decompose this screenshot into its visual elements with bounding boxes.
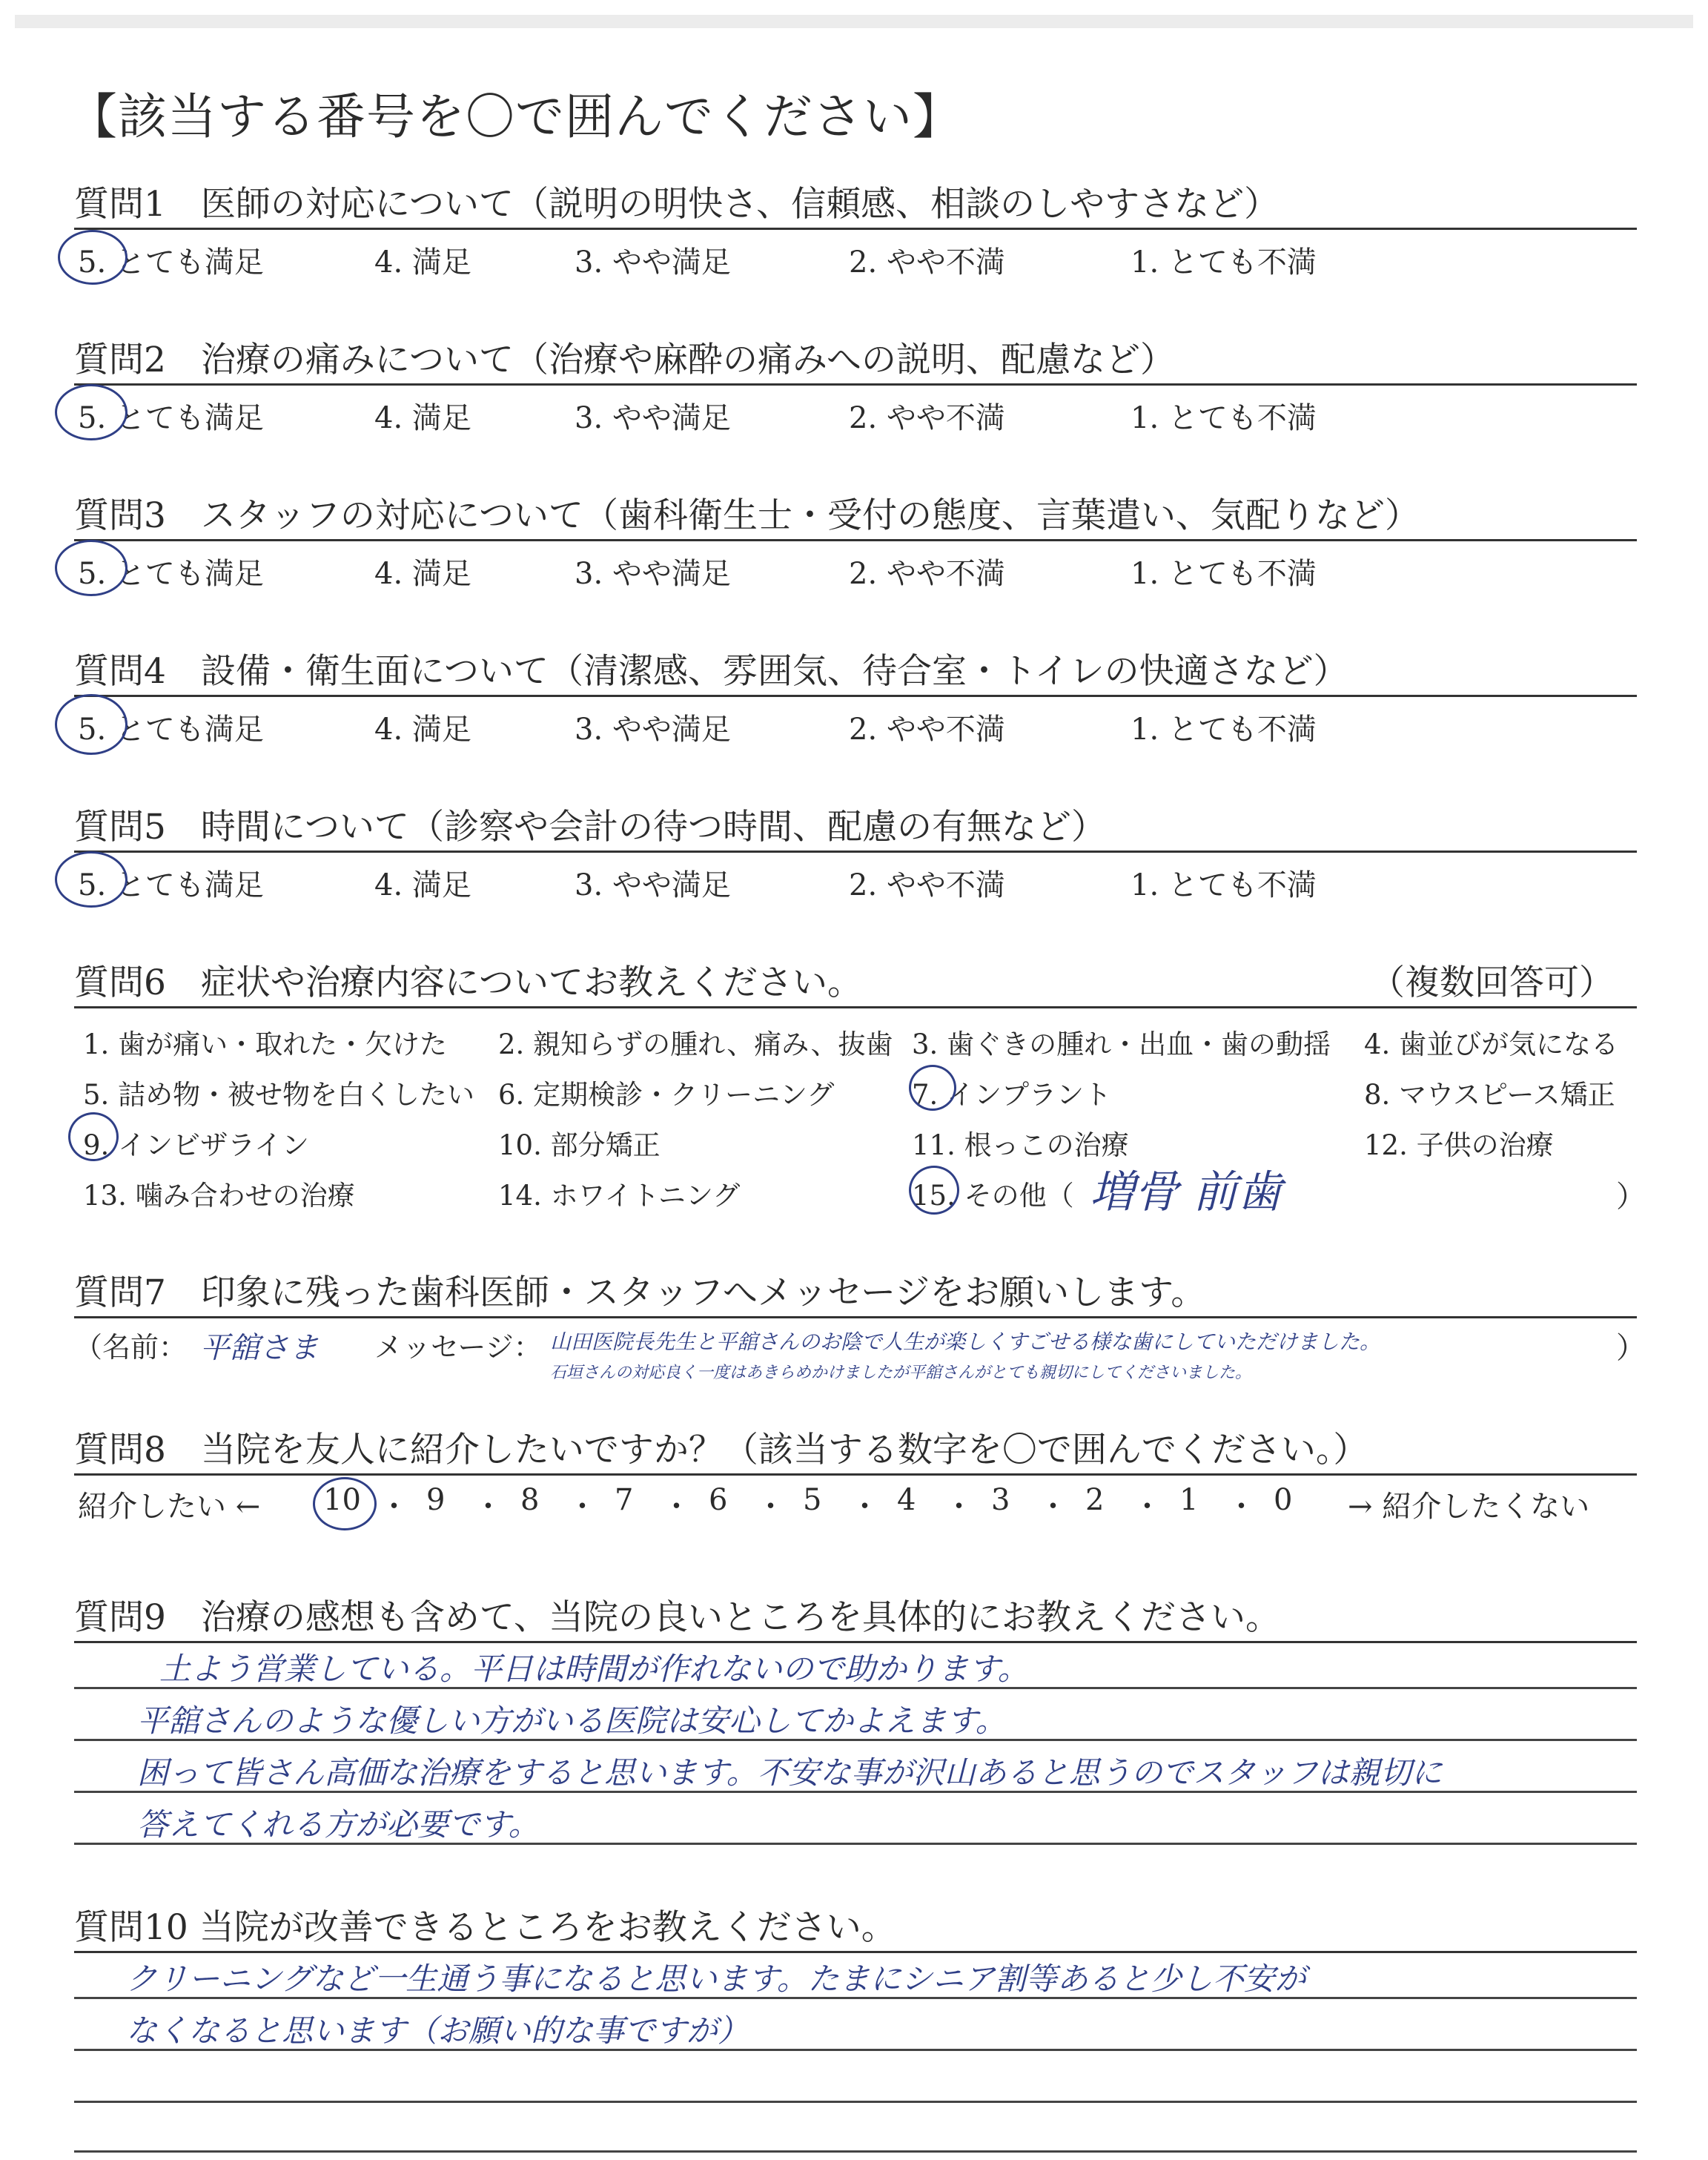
q8-scale-3[interactable]: 3 [991,1483,1010,1517]
q9-answer-text-3: 困って皆さん高価な治療をすると思います。不安な事が沢山あると思うのでスタッフは親切に [137,1754,1443,1791]
q7-message-label: メッセージ： [374,1331,542,1364]
q6-option-13[interactable]: 13. 噛み合わせの治療 [83,1180,355,1212]
q3-option-5[interactable]: 5. とても満足 [78,557,264,591]
q4-option-5[interactable]: 5. とても満足 [78,713,264,747]
q8-scale-separator: ・ [1226,1490,1257,1524]
q6-option-3[interactable]: 3. 歯ぐきの腫れ・出血・歯の動揺 [912,1028,1331,1060]
question-9-rule [74,1641,1637,1643]
page-title: 【該当する番号を〇で囲んでください】 [68,88,962,145]
q6-other-close-paren: ） [1616,1180,1646,1214]
question-6-rule [74,1006,1637,1008]
q8-scale-5[interactable]: 5 [803,1483,822,1517]
q3-option-4[interactable]: 4. 満足 [374,557,471,591]
scan-top-edge [15,15,1693,28]
q7-close-paren: ） [1616,1331,1646,1365]
q1-option-2[interactable]: 2. やや不満 [849,245,1005,280]
question-7-rule [74,1316,1637,1318]
q8-left-label: 紹介したい ← [78,1490,261,1524]
q6-option-9[interactable]: 9. インビザライン [83,1129,309,1161]
question-1-rule [74,228,1637,230]
q8-scale-separator: ・ [1132,1490,1162,1524]
q6-option-14[interactable]: 14. ホワイトニング [498,1180,741,1212]
question-2-rule [74,383,1637,386]
q8-scale-8[interactable]: 8 [520,1483,540,1517]
q5-option-2[interactable]: 2. やや不満 [849,868,1005,902]
q7-name-value: 平舘さま [200,1331,319,1365]
question-5-title: 質問5 時間について（診察や会計の待つ時間、配慮の有無など） [74,807,1106,848]
q6-option-15[interactable]: 15. その他（ [912,1180,1074,1212]
q6-option-12[interactable]: 12. 子供の治療 [1364,1129,1554,1161]
q4-option-1[interactable]: 1. とても不満 [1131,713,1317,747]
question-4-rule [74,695,1637,697]
q7-name-label: （名前： [74,1331,188,1364]
question-10-title: 質問10 当院が改善できるところをお教えください。 [74,1907,896,1948]
q6-option-9-circle [68,1112,119,1161]
q8-scale-10[interactable]: 10 [323,1483,361,1517]
q9-answer-text-4: 答えてくれる方が必要です。 [137,1806,540,1843]
q8-scale-separator: ・ [379,1490,409,1524]
q3-option-3[interactable]: 3. やや満足 [575,557,731,591]
question-9-title: 質問9 治療の感想も含めて、当院の良いところを具体的にお教えください。 [74,1597,1280,1638]
q3-option-2[interactable]: 2. やや不満 [849,557,1005,591]
q8-scale-separator: ・ [661,1490,692,1524]
q6-other-handwritten: 増骨 前歯 [1090,1166,1282,1218]
q7-message-line-1: 山田医院長先生と平舘さんのお陰で人生が楽しくすごせる様な歯にしていただけました。 [550,1330,1381,1354]
q6-option-11[interactable]: 11. 根っこの治療 [912,1129,1129,1161]
q8-scale-separator: ・ [755,1490,786,1524]
q10-answer-text-2: なくなると思います（お願い的な事ですが） [126,2012,749,2049]
q9-answer-text-1: 土よう営業している。平日は時間が作れないので助かります。 [159,1651,1029,1687]
q5-option-1[interactable]: 1. とても不満 [1131,868,1317,902]
question-10-rule [74,1951,1637,1953]
q6-option-5[interactable]: 5. 詰め物・被せ物を白くしたい [83,1079,475,1111]
q2-option-4[interactable]: 4. 満足 [374,401,471,435]
question-4-title: 質問4 設備・衛生面について（清潔感、雰囲気、待合室・トイレの快適さなど） [74,651,1348,692]
q1-option-1[interactable]: 1. とても不満 [1131,245,1317,280]
q8-scale-separator: ・ [567,1490,598,1524]
q8-scale-0[interactable]: 0 [1274,1483,1293,1517]
q1-selection-circle [58,230,128,285]
q2-selection-circle [55,384,128,440]
question-8-rule [74,1473,1637,1476]
q8-scale-separator: ・ [944,1490,974,1524]
q6-option-2[interactable]: 2. 親知らずの腫れ、痛み、抜歯 [498,1028,893,1060]
q8-scale-separator: ・ [1038,1490,1068,1524]
q10-answer-line-3 [74,2101,1637,2103]
q5-option-5[interactable]: 5. とても満足 [78,868,264,902]
q2-option-1[interactable]: 1. とても不満 [1131,401,1317,435]
q6-option-6[interactable]: 6. 定期検診・クリーニング [498,1079,835,1111]
q4-selection-circle [55,694,128,755]
question-3-title: 質問3 スタッフの対応について（歯科衛生士・受付の態度、言葉遣い、気配りなど） [74,495,1420,536]
q2-option-3[interactable]: 3. やや満足 [575,401,731,435]
q8-right-label: → 紹介したくない [1348,1490,1590,1524]
question-1-title: 質問1 医師の対応について（説明の明快さ、信頼感、相談のしやすさなど） [74,184,1280,225]
q5-option-4[interactable]: 4. 満足 [374,868,471,902]
q8-scale-1[interactable]: 1 [1179,1483,1199,1517]
q6-option-10[interactable]: 10. 部分矯正 [498,1129,661,1161]
q4-option-3[interactable]: 3. やや満足 [575,713,731,747]
q4-option-2[interactable]: 2. やや不満 [849,713,1005,747]
q8-scale-2[interactable]: 2 [1085,1483,1105,1517]
q7-message-line-2: 石垣さんの対応良く一度はあきらめかけましたが平舘さんがとても親切にしてくださいました。 [550,1364,1252,1382]
question-8-title: 質問8 当院を友人に紹介したいですか？（該当する数字を〇で囲んでください。） [74,1430,1368,1470]
q6-option-15-circle [909,1166,959,1215]
q8-scale-separator: ・ [850,1490,880,1524]
q1-option-5[interactable]: 5. とても満足 [78,245,264,280]
q3-option-1[interactable]: 1. とても不満 [1131,557,1317,591]
q8-scale-6[interactable]: 6 [709,1483,728,1517]
question-7-title: 質問7 印象に残った歯科医師・スタッフへメッセージをお願いします。 [74,1272,1206,1313]
q8-scale-separator: ・ [473,1490,503,1524]
question-6-note: （複数回答可） [1370,962,1614,1003]
q1-option-4[interactable]: 4. 満足 [374,245,471,280]
q9-answer-text-2: 平舘さんのような優しい方がいる医院は安心してかよえます。 [137,1702,1007,1739]
q3-selection-circle [55,540,128,596]
q5-selection-circle [55,851,128,908]
q10-answer-text-1: クリーニングなど一生通う事になると思います。たまにシニア割等あると少し不安が [126,1961,1306,1997]
q8-scale-4[interactable]: 4 [897,1483,916,1517]
q8-scale-9[interactable]: 9 [426,1483,446,1517]
question-5-rule [74,851,1637,853]
q4-option-4[interactable]: 4. 満足 [374,713,471,747]
q2-option-5[interactable]: 5. とても満足 [78,401,264,435]
question-6-title: 質問6 症状や治療内容についてお教えください。 [74,962,862,1003]
q6-option-8[interactable]: 8. マウスピース矯正 [1364,1079,1615,1111]
q2-option-2[interactable]: 2. やや不満 [849,401,1005,435]
q6-option-7-circle [909,1065,956,1111]
question-2-title: 質問2 治療の痛みについて（治療や麻酔の痛みへの説明、配慮など） [74,340,1176,380]
q8-selection-circle [313,1477,377,1530]
q8-scale-7[interactable]: 7 [615,1483,634,1517]
q10-answer-line-4 [74,2150,1637,2153]
question-3-rule [74,539,1637,541]
q5-option-3[interactable]: 3. やや満足 [575,868,731,902]
q6-option-4[interactable]: 4. 歯並びが気になる [1364,1028,1619,1060]
q6-option-7[interactable]: 7. インプラント [912,1079,1112,1111]
q1-option-3[interactable]: 3. やや満足 [575,245,731,280]
q6-option-1[interactable]: 1. 歯が痛い・取れた・欠けた [83,1028,448,1060]
